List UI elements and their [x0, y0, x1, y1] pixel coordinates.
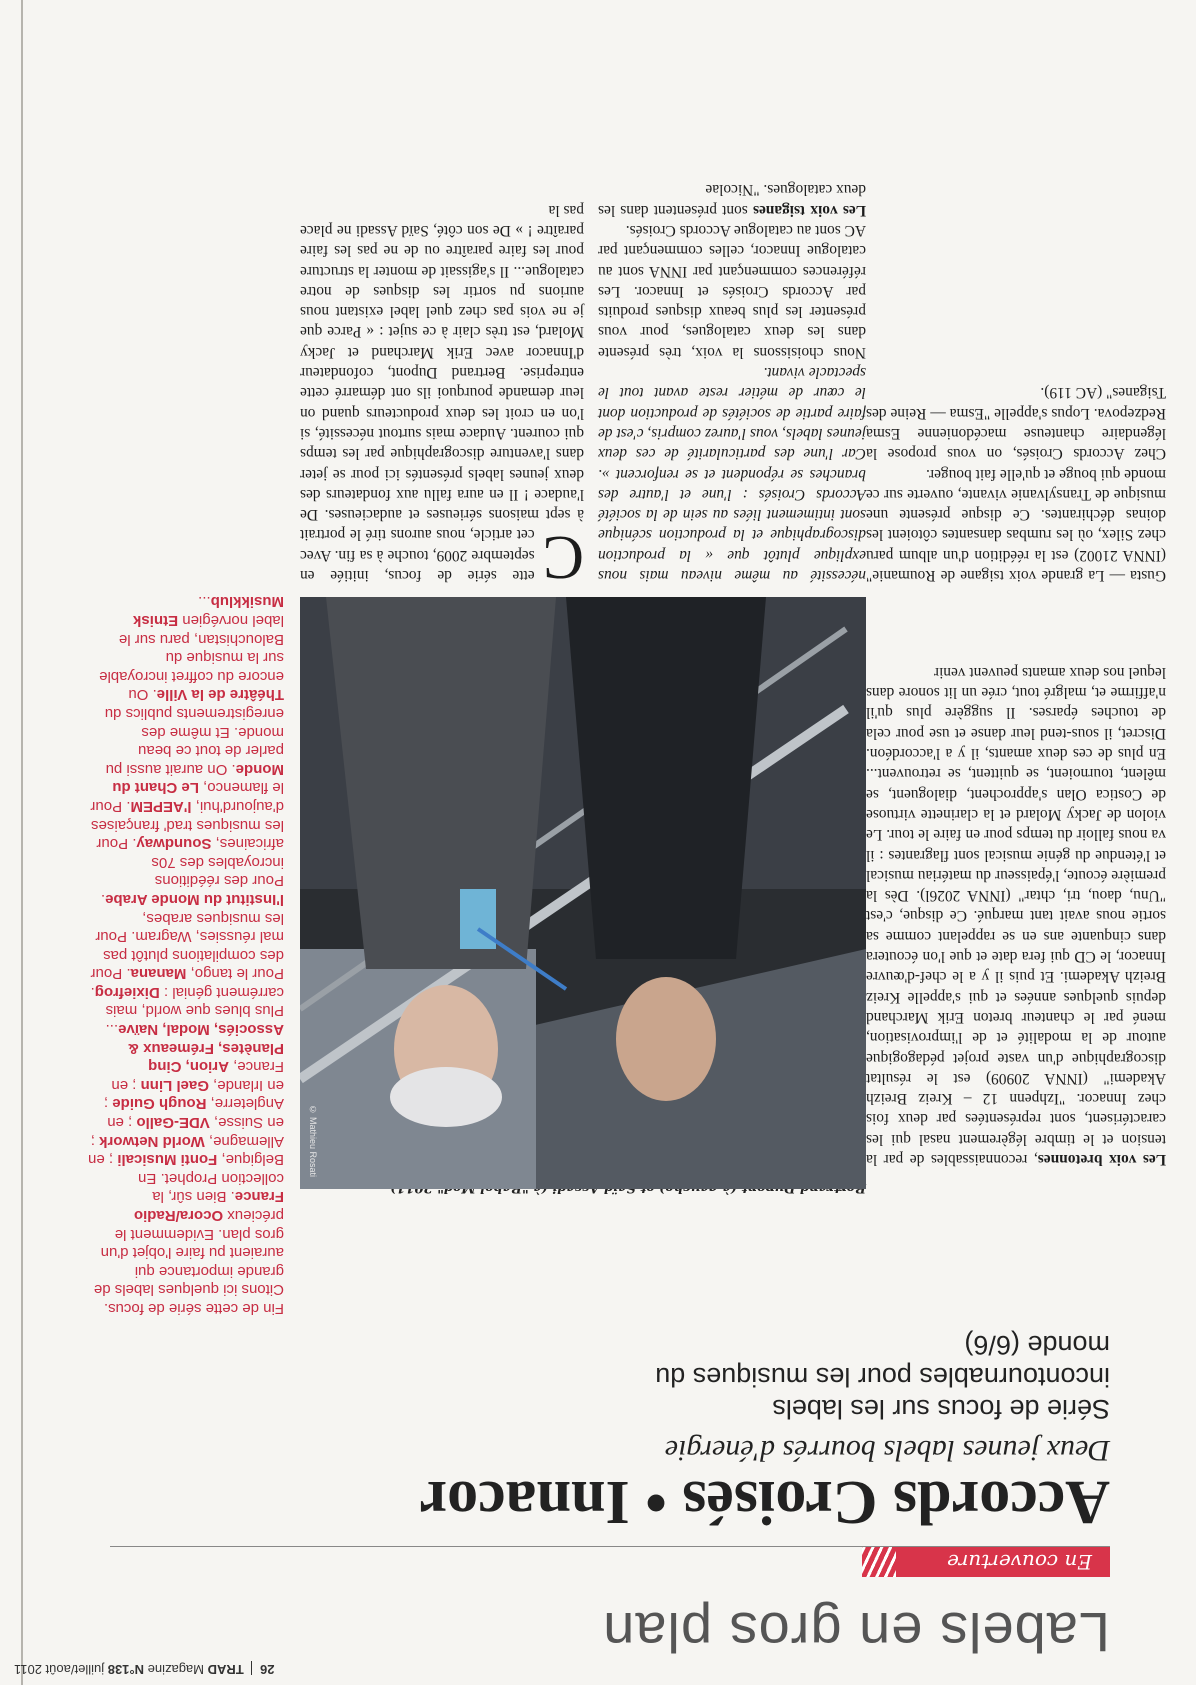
- sidebar-text: . Pour des rééditions incroyables des 70s africaines,: [100, 835, 284, 908]
- article-subtitle: Deux jeunes labels bourrés d'énergie: [664, 1434, 1110, 1467]
- sidebar-label-name: Soundway: [136, 835, 212, 853]
- sidebar-text: . On aurait aussi pu parler de tout ce beau monde. Et même des enregistrements publics du: [104, 705, 284, 778]
- sidebar-label-name: Le Chant du Monde: [112, 760, 284, 797]
- sidebar-text: ...: [198, 593, 211, 611]
- sidebar-label-name: VDE-Gallo: [136, 1114, 210, 1132]
- sidebar-label-name: Etnisk Musikklub: [133, 593, 284, 630]
- magazine-word: Magazine: [147, 1662, 205, 1677]
- sidebar-text: ; en France,: [111, 1058, 284, 1094]
- sidebar-label-name: l'AEPEM: [130, 797, 192, 815]
- sidebar-label-name: Rough Guide: [112, 1095, 207, 1113]
- sidebar-text: . Pour le flamenco,: [90, 779, 284, 815]
- sidebar-text: ; en Angleterre,: [107, 1095, 284, 1132]
- col2-text: sont présentent dans les deux catalogues. "Nicolae: [598, 181, 866, 219]
- intro-text: ette série de focus, initiée en septembre 2009, touche à sa fin. Avec cet article, nous aurons tiré le portrait à sept maisons sérieuses et audacieuses. De l'audace ! Il en aura fallu aux fondateurs des deux jeunes labels présentés ici pour se jeter dans l'aventure discographique par les temps qui courent. Audace mais surtout nécessité, si l'on en croit les deux producteurs quand on leur demande pourquoi ils ont démarré cette entreprise. Bertrand Dupont, cofondateur d'Innacor avec Erik Marchand et Jacky Molard, est très clair à ce sujet : « Parce que je ne vois pas chez quel label existant nous aurions pu sortir les disques de notre catalogue... Il s'agissait de monter la structure pour les faire paraître ou de ne pas les faire paraître ! » De son côté, Saïd Assadi ne place pas la: [300, 201, 584, 584]
- sidebar-label-name: World Network: [99, 1132, 205, 1150]
- page-number: 26: [260, 1662, 275, 1677]
- sidebar-text: ; en Allemagne,: [88, 1132, 284, 1169]
- col2-lead: Les voix tsiganes: [753, 201, 866, 219]
- article-kicker: Série de focus sur les labels incontournables pour les musiques du monde (6/6): [655, 1330, 1110, 1424]
- sidebar-text: . Ou encore du coffret incroyable sur la musique du Balouchistan, paru sur le label norvégien: [99, 612, 284, 704]
- sidebar-box: [88, 592, 284, 1317]
- col3-paragraph-1: Gusta — La grande voix tsigane de Roumanie" (INNA 21002) est la réédition d'un album paru chez Silex, où les rumbas dansantes côtoient les doinas déchirantes. Ce disque présente une musique de Transylvanie vivante, ouverte sur ce monde qui bouge et qu'elle fait bouger.: [866, 465, 1166, 584]
- article-photo: [300, 597, 866, 1189]
- rubric-label: En couverture: [947, 1550, 1092, 1574]
- sidebar-label-name: Théâtre de la Ville: [156, 686, 284, 704]
- col3-paragraph-2: Chez Accords Croisés, on vous propose la légendaire chanteuse macédonienne Esma Redzepova. Lopus s'appelle "Esma — Reine des Tsiganes" (AC 119).: [866, 384, 1166, 463]
- article-column-4: [866, 662, 1166, 1169]
- section-title: Labels en gros plan: [602, 1601, 1110, 1664]
- col2-quote: nécessité au même niveau mais nous explique plutôt que « la production discographique et la production scénique sont intimement liées au sein de la société Accords Croisés : l'une et l'autre des branches se répondent et se renforcent ». Car l'une des particularité de ces deux jeunes labels, vous l'aurez compris, c'est de faire partie de sociétés de production dont le cœur de métier reste avant tout le spectacle vivant.: [598, 364, 866, 584]
- sidebar-label-name: Gael Linn: [140, 1076, 209, 1094]
- page-binding-shadow: [21, 0, 23, 1685]
- sidebar-text: . Pour le tango,: [90, 965, 284, 1001]
- article-column-2: [598, 179, 866, 585]
- photo-credit: © Mathieu Rosati: [308, 1104, 318, 1177]
- issue-date: juillet/août 2011: [14, 1662, 105, 1677]
- col3-text: , reconnaissables de par la tension et le timbre légèrement nasal qui les caractérisent, sont représentées par deux fois chez Innacor. "Izhpenn 12 – Kreiz Breizh Akademi" (INNA 20909) est le résultat discographique d'un vaste projet pédagogique autour de la modalité et de l'improvisation, mené par le chanteur breton Erik Marchand depuis quelques années et qui s'appelle Kreiz Breizh Akademi. Et puis il y a le chef-d'œuvre Innacor, le CD qui fera date et que l'on écoutera dans cinquante ans en se rappelant comme sa sortie nous avait tant marqué. Ce disque, c'est "Unu, daou, tri, chtar" (INNA 2026l). Dès la première écoute, l'épaisseur du matériau musical et l'étendue du génie musical sont flagrantes : il va nous falloir du temps pour en faire le tour. Le violon de Jacky Molard et la clarinette virtuose de Costica Olan s'approchent, dialoguent, se mêlent, tournoient, se quittent, se retrouvent... En plus de ces deux amants, il y a l'accordéon. Discret, il sous-tend leur danse et use pour cela de touches éparses. Il suggère plus qu'il n'affirme et, malgré tout, crée un lit sonore dans lequel nos deux amants peuvent venir: [866, 663, 1166, 1168]
- article-column-intro: [300, 199, 584, 591]
- issue-number: N°138: [107, 1662, 145, 1677]
- col3-lead: Les voix bretonnes: [1037, 1151, 1166, 1168]
- sidebar-label-name: l'Institut du Monde Arabe: [105, 890, 284, 908]
- sidebar-label-name: Arion, Cinq Planètes, Frémeaux & Associés, Modal, Naïve: [118, 1021, 284, 1076]
- sidebar-text: Fin de cette série de focus. Citons ici quelques labels de grande importance qui auraient pu faire l'objet d'un gros plan. Evidemment le précieux: [93, 1207, 284, 1317]
- sidebar-text: . Pour les musiques trad' françaises d'aujourd'hui,: [91, 797, 284, 853]
- rubric-stripes: [862, 1547, 896, 1577]
- col2-paragraph-3: [598, 179, 866, 220]
- col2-paragraph: Nous choisissons la voix, très présente dans les deux catalogues, pour vous présenter les plus beaux disques produits par Accords Croisés et Innacor. Les références commençant par INNA sont au catalogue Innacor, celles commençant par AC sont au catalogue Accords Croisés.: [598, 221, 866, 361]
- sidebar-label-name: Ocora/Radio France: [133, 1188, 284, 1225]
- sidebar-text: ; en Suisse,: [90, 1114, 284, 1150]
- sidebar-text: ; en Irlande,: [103, 1076, 284, 1113]
- photo-illustration: [300, 597, 866, 1189]
- header-rule: [110, 1546, 1110, 1547]
- sidebar-text: . Bien sûr, la collection Prophet. En Belgique,: [138, 1151, 284, 1206]
- sidebar-label-name: Dixiefrog: [94, 983, 160, 1001]
- col3-paragraph-3: [866, 662, 1166, 1169]
- article-title: Accords Croisés • Innacor: [419, 1468, 1110, 1536]
- folio-divider: [251, 1661, 252, 1675]
- sidebar-label-name: Manana: [130, 965, 187, 983]
- magazine-name: TRAD: [207, 1662, 244, 1677]
- drop-cap: C: [542, 523, 584, 591]
- sidebar-text: . Pour des compilations plutôt pas mal réussies, Wagram. Pour les musiques arabes,: [90, 909, 284, 983]
- sidebar-label-name: Fonti Musicali: [117, 1151, 218, 1169]
- sidebar-text: ... Plus blues que world, mais carrément génial :: [105, 983, 284, 1039]
- folio: [14, 1661, 274, 1677]
- article-column-3: [866, 382, 1166, 585]
